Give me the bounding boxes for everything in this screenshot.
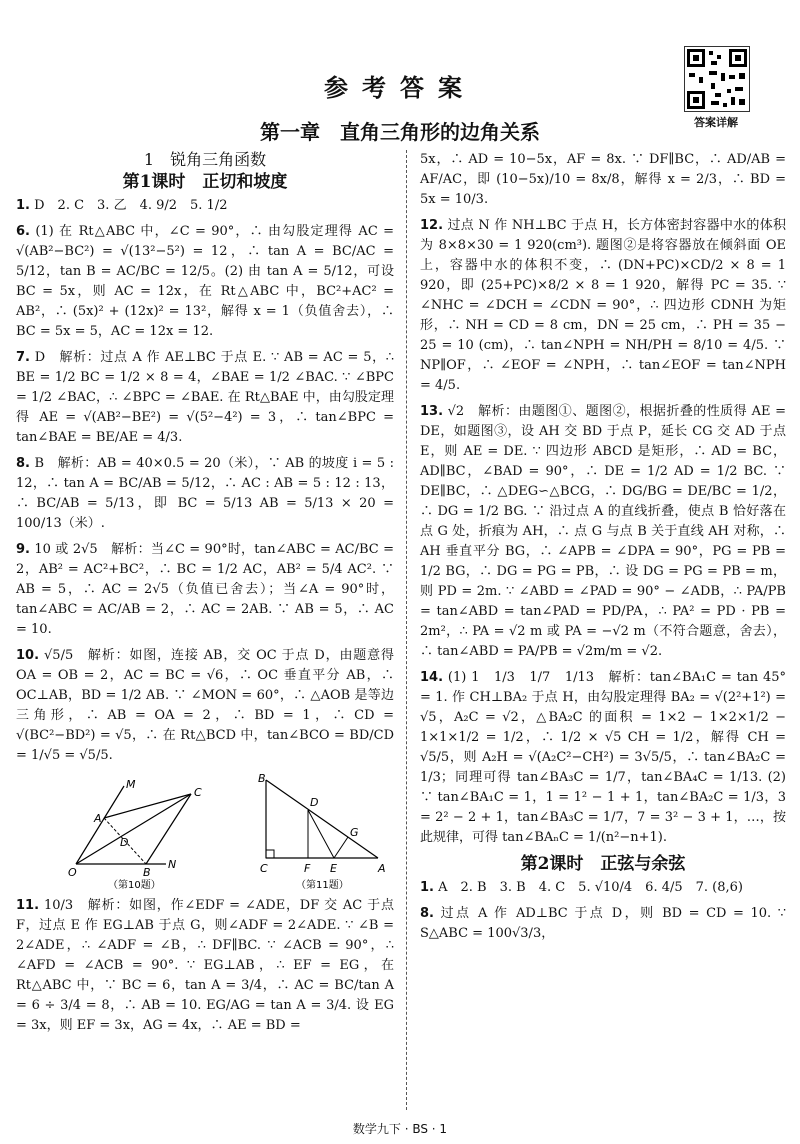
fig11-label-D: D [310,796,319,809]
answer-number: 7. [16,350,30,365]
answer-item [420,150,786,210]
answer-text: √2 解析：由题图①、题图②，根据折叠的性质得 AE = DE，如题图③，设 AH 交 BD 于点 P，延长 CG 交 AD 于点 E，则 AE = DE. ∵ 四边形 ABCD 是矩形，∴ AD = BC，AD∥BC，∠BAD = 90°，∴ DE = 1/2 AD = 1/2 BC. ∵ DE∥BC，∴ △DEG∽△BCG，∴ DG/BG = DE/BC = 1/2，∴ DG = 1/2 BG. ∵ 沿过点 A 的直线折叠，使点 B 恰好落在点 G 处，折痕为 AH，∴ 点 G 与点 B 关于直线 AH 对称，∴ AH 垂直平分 BG，∴ ∠APB = ∠DPA = 90°，PG = PB = 1/2 BG，∴ DG = PG = PB，∴ 设 DG = PG = PB = m，则 PD = 2m. ∵ ∠ABD = ∠PAD = 90° − ∠ADB，∴ PA/PB = tan∠ABD = tan∠PAD = PD/PA，∴ PA² = PD · PB = 2m²，∴ PA = √2 m 或 PA = −√2 m（不符合题意，舍去），∴ tan∠ABD = PA/PB = √2m/m = √2. [420,404,787,659]
section-heading: 1 锐角三角函数 [143,150,267,169]
qr-code-icon[interactable] [684,46,750,112]
answer-item [16,896,394,1036]
answer-number: 1. [420,880,434,895]
answer-item [16,196,394,216]
answer-item [420,668,786,848]
geometry-figures [16,772,394,890]
figure-10 [68,778,202,890]
answer-text: 5x，∴ AD = 10−5x，AF = 8x. ∵ DF∥BC，∴ AD/AB = AF/AC，即 (10−5x)/10 = 8x/8，解得 x = 2/3，∴ BD = 5x = 10/3. [420,152,786,207]
figure-11 [258,772,386,890]
answer-text: D 2. C 3. 乙 4. 9/2 5. 1/2 [34,198,228,213]
answer-number: 10. [16,648,40,663]
fig11-label-G: G [350,826,359,839]
answer-text: (1) 1 1/3 1/7 1/13 解析：tan∠BA₁C = tan 45° = 1. 作 CH⊥BA₂ 于点 H，由勾股定理得 BA₂ = √(2²+1²) = √5，A₂C = √2，△BA₂C 的面积 = 1×2 − 1×2×1/2 − 1×1×1/2 = 1/2，∴ 1/2 × √5 CH = 1/2，解得 CH = √5/5，则 A₂H = √(A₂C²−CH²) = 3√5/5，∴ tan∠BA₂C = 1/3；同理可得 tan∠BA₃C = 1/7，tan∠BA₄C = 1/13. (2) ∵ tan∠BA₁C = 1，1 = 1² − 1 + 1，tan∠BA₂C = 1/3，3 = 2² − 2 + 1，tan∠BA₃C = 1/7，7 = 3² − 3 + 1，…，按此规律，可得 tan∠BAₙC = 1/(n²−n+1). [420,670,787,845]
answer-text: 过点 A 作 AD⊥BC 于点 D，则 BD = CD = 10. ∵ S△ABC = 100√3/3， [420,906,786,941]
fig11-label-F: F [304,862,311,875]
answer-number: 6. [16,224,30,239]
fig11-label-A: A [378,862,386,875]
fig10-label-M: M [126,778,136,791]
fig11-caption: （第11题） [296,880,349,890]
qr-caption: 答案详解 [694,116,738,129]
answer-number: 9. [16,542,30,557]
answer-text: √5/5 解析：如图，连接 AB，交 OC 于点 D，由题意得 OA = OB = 2，AC = BC = √6，∴ OC 垂直平分 AB，∴ OC⊥AB，BD = 1/2 AB. ∵ ∠MON = 60°，∴ △AOB 是等边三角形，∴ AB = OA = 2，∴ BD = 1，∴ CD = √(BC²−BD²) = √5，∴ 在 Rt△BCD 中，tan∠BCO = BD/CD = 1/√5 = √5/5. [16,648,394,763]
fig11-label-B: B [258,772,266,785]
lesson-heading-2: 第2课时 正弦与余弦 [520,854,686,874]
right-column [420,150,786,950]
answer-item [16,646,394,766]
answer-item [420,216,786,396]
fig10-label-D: D [120,836,129,849]
answer-number: 12. [420,218,444,233]
fig10-label-A: A [94,812,102,825]
fig10-label-B: B [143,866,151,879]
figures-row [16,772,394,890]
answer-text: 10/3 解析：如图，作∠EDF = ∠ADE，DF 交 AC 于点 F，过点 E 作 EG⊥AB 于点 G，则∠ADF = 2∠ADE. ∵ ∠B = 2∠ADE，∴ ∠ADF = ∠B，∴ DF∥BC. ∵ ∠ACB = 90°，∴ ∠AFD = ∠ACB = 90°. ∵ EG⊥AB，∴ EF = EG，在 Rt△ABC 中，∵ BC = 6，tan A = 3/4，∴ AC = BC/tan A = 6 ÷ 3/4 = 8，∴ AB = 10. EG/AG = tan A = 3/4. 设 EG = 3x，则 EF = 3x，AG = 4x，∴ AE = BD = [16,898,394,1033]
answer-item [16,222,394,342]
answer-item [420,402,786,662]
column-divider [406,150,407,1110]
answer-text: 过点 N 作 NH⊥BC 于点 H，长方体密封容器中水的体积为 8×8×30 = 1 920(cm³). 题图②是将容器放在倾斜面 OE 上，容器中水的体积不变，∴ (DN+PC)×CD/2 × 8 = 1 920，即 (25+PC)×8/2 × 8 = 1 920，解得 PC = 35. ∵ ∠NHC = ∠DCH = ∠CDN = 90°，∴ 四边形 CDNH 为矩形，∴ NH = CD = 8 cm，DN = 25 cm，∴ PH = 35 − 25 = 10 (cm)，∴ tan∠NPH = NH/PH = 8/10 = 4/5. ∵ NP∥OF，∴ ∠EOF = ∠NPH，∴ tan∠EOF = tan∠NPH = 4/5. [420,218,786,393]
fig11-label-C: C [260,862,268,875]
chapter-title: 第一章 直角三角形的边角关系 [260,120,540,144]
left-column [16,150,394,1042]
answer-number: 13. [420,404,444,419]
answer-text: B 解析：AB = 40×0.5 = 20（米），∵ AB 的坡度 i = 5 : 12，∴ tan A = BC/AB = 5/12，∴ AC : AB = 5 : 12 : 13，∴ BC/AB = 5/13，即 BC = 5/13 AB = 5/13 × 20 = 100/13（米）. [16,456,394,531]
answer-number: 1. [16,198,30,213]
answer-item [420,878,786,898]
fig11-label-E: E [330,862,337,875]
lesson-heading: 第1课时 正切和坡度 [122,172,288,192]
answer-number: 14. [420,670,444,685]
answer-item [16,540,394,640]
answer-item [16,348,394,448]
answer-number: 8. [420,906,434,921]
answer-number: 8. [16,456,30,471]
answer-text: A 2. B 3. B 4. C 5. √10/4 6. 4/5 7. (8,6) [438,880,743,895]
page-title: 参考答案 [324,73,476,102]
fig10-label-N: N [168,858,177,871]
page-footer: 数学九下 · BS · 1 [352,1122,448,1136]
answer-text: 10 或 2√5 解析：当∠C = 90°时，tan∠ABC = AC/BC = 2，AB² = AC²+BC²，∴ BC = 1/2 AC，AB² = 5/4 AC². ∵ AB = 5，∴ AC = 2√5（负值已舍去）；当∠A = 90°时，tan∠ABC = AC/AB = 2，∴ AC = 2AB. ∵ AB = 5，∴ AC = 10. [16,542,394,637]
answer-item [420,904,786,944]
fig10-label-O: O [68,866,77,879]
fig10-caption: （第10题） [108,880,161,890]
answer-text: D 解析：过点 A 作 AE⊥BC 于点 E. ∵ AB = AC = 5，∴ BE = 1/2 BC = 1/2 × 8 = 4，∠BAE = 1/2 ∠BAC. ∵ ∠BPC = 1/2 ∠BAC，∴ ∠BPC = ∠BAE. 在 Rt△BAE 中，由勾股定理得 AE = √(AB²−BE²) = √(5²−4²) = 3，∴ tan∠BPC = tan∠BAE = BE/AE = 4/3. [16,350,395,445]
answer-text: (1) 在 Rt△ABC 中，∠C = 90°，∴ 由勾股定理得 AC = √(AB²−BC²) = √(13²−5²) = 12，∴ tan A = BC/AC = 5/12，tan B = AC/BC = 12/5。(2) 由 tan A = 5/12，可设 BC = 5x，则 AC = 12x，在 Rt△ABC 中，BC²+AC² = AB²，∴ (5x)² + (12x)² = 13²，解得 x = 1（负值舍去），∴ BC = 5x = 5，AC = 12x = 12. [16,224,394,339]
answer-item [16,454,394,534]
fig10-label-C: C [194,786,202,799]
answer-number: 11. [16,898,40,913]
